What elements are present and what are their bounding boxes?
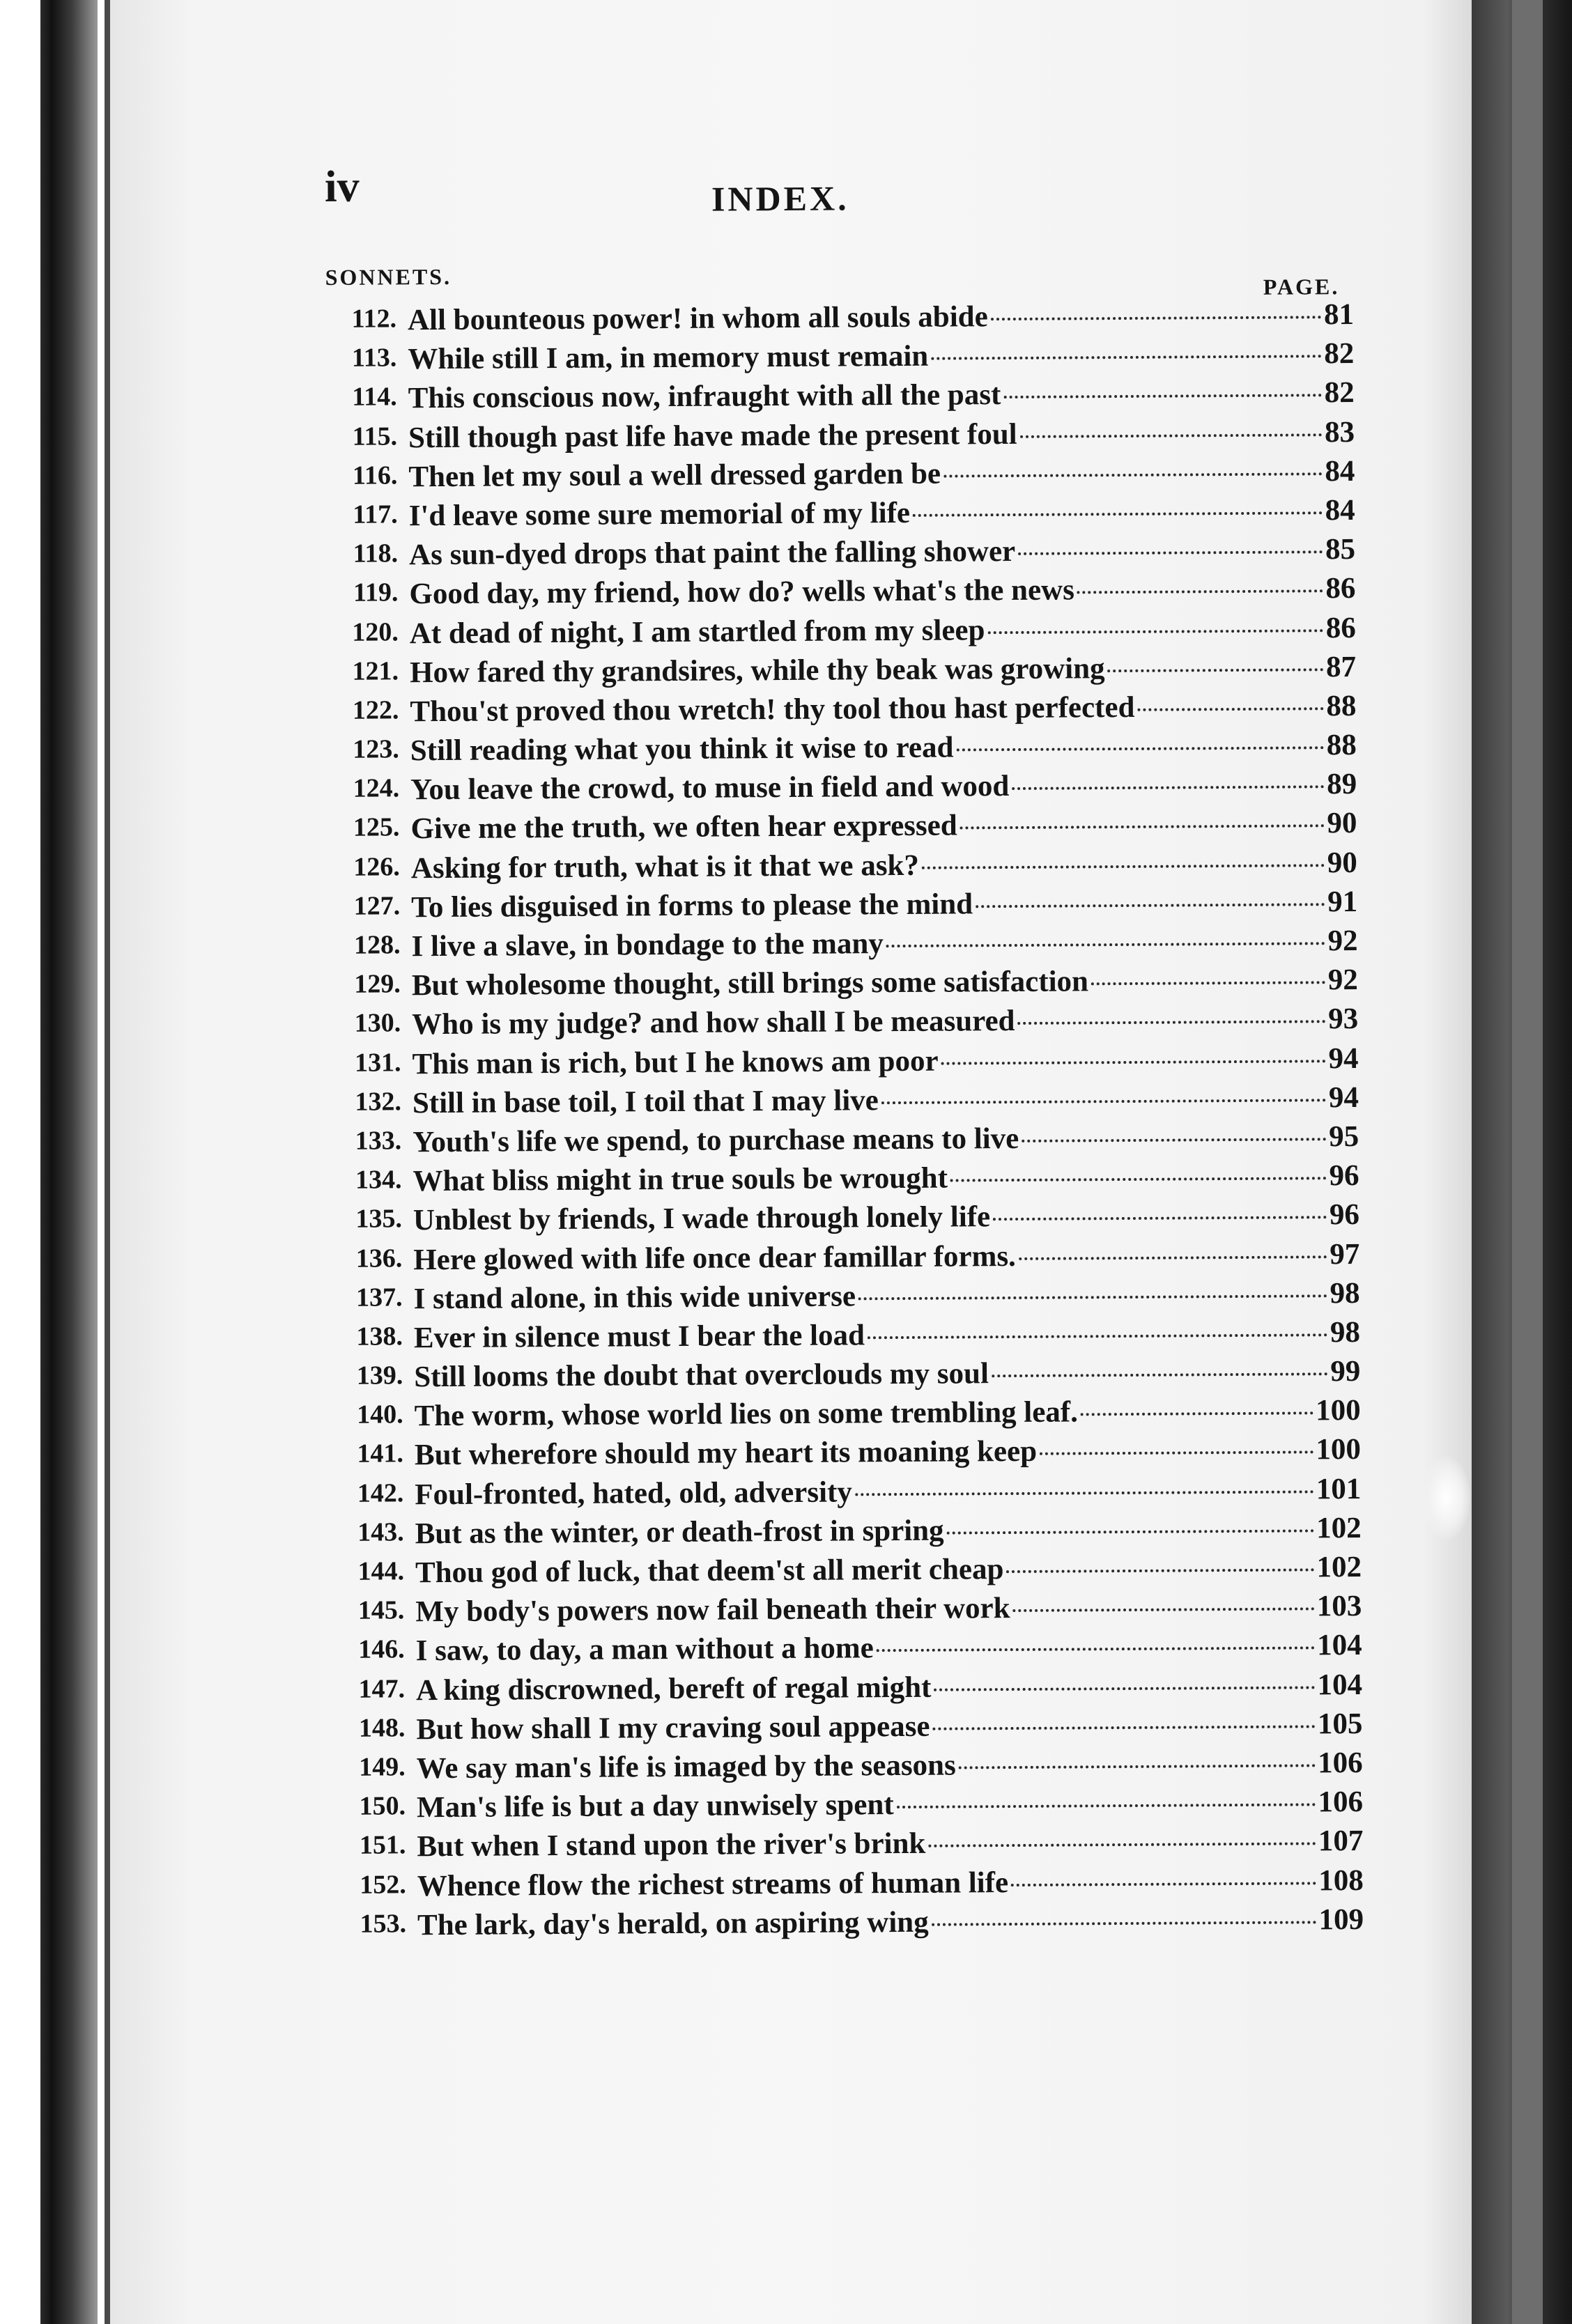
first-line: Youth's life we spend, to purchase means to live (413, 1122, 1019, 1159)
dot-leader (993, 1193, 1327, 1221)
sonnet-number: 138. (356, 1322, 403, 1351)
index-entry (312, 1350, 1360, 1395)
first-line: My body's powers now fail beneath their work (415, 1592, 1010, 1629)
page-number: 86 (1325, 572, 1356, 605)
page-number: 107 (1318, 1825, 1364, 1858)
sonnet-number: 122. (352, 695, 399, 725)
sonnet-number: 134. (355, 1165, 402, 1195)
dot-leader (1022, 1115, 1326, 1142)
running-head-title: INDEX. (711, 178, 849, 219)
index-entry (311, 1193, 1359, 1239)
page-number: 94 (1328, 1080, 1359, 1114)
first-line: Still looms the doubt that overclouds my soul (414, 1357, 989, 1394)
first-line: I saw, to day, a man without a home (415, 1632, 874, 1668)
page-number: 84 (1325, 454, 1355, 488)
first-line: Asking for truth, what is it that we ask? (410, 849, 920, 885)
first-line: Man's life is but a day unwisely spent (416, 1788, 894, 1825)
first-line: But as the winter, or death-frost in spring (415, 1514, 944, 1551)
dot-leader (928, 1820, 1316, 1847)
sonnet-number: 143. (357, 1517, 404, 1547)
index-entry (311, 1076, 1359, 1122)
sonnet-number: 131. (354, 1047, 401, 1078)
sonnet-number: 123. (353, 734, 399, 764)
page-number: 91 (1327, 885, 1358, 919)
page-number: 104 (1317, 1629, 1362, 1662)
index-entry (313, 1507, 1361, 1552)
page-number: 85 (1325, 533, 1356, 566)
first-line: But when I stand upon the river's brink (417, 1827, 926, 1864)
dot-leader (1077, 567, 1323, 594)
page-number: 90 (1327, 807, 1357, 840)
index-entry (307, 371, 1355, 417)
entry-text-row (417, 1898, 1364, 1945)
sonnet-number: 128. (353, 930, 401, 960)
sonnet-number: 130. (354, 1008, 401, 1039)
index-entry (313, 1468, 1361, 1513)
page-number: 82 (1324, 337, 1355, 371)
dot-leader (934, 1664, 1314, 1691)
first-line: Unblest by friends, I wade through lonely life (413, 1200, 991, 1237)
index-entry (314, 1703, 1362, 1748)
sonnet-number: 126. (353, 852, 400, 882)
index-entry (308, 685, 1356, 730)
page-number: 82 (1324, 376, 1355, 410)
index-entry (309, 881, 1357, 926)
sonnet-number: 137. (355, 1283, 403, 1312)
first-line: Here glowed with life once dear famillar forms. (413, 1239, 1016, 1276)
page-number: 100 (1316, 1433, 1362, 1466)
page-number: 84 (1325, 493, 1355, 527)
dot-leader (1006, 1546, 1313, 1573)
dot-leader (881, 1076, 1326, 1104)
index-entry (308, 606, 1356, 651)
dot-leader (1019, 1232, 1327, 1260)
index-entry (307, 528, 1355, 573)
dot-leader (960, 802, 1324, 829)
sonnet-number: 148. (358, 1713, 406, 1743)
dot-leader (941, 1037, 1325, 1065)
sonnet-number: 152. (360, 1869, 406, 1900)
section-label: SONNETS. (325, 263, 452, 290)
sonnet-number: 114. (352, 382, 397, 412)
dot-leader (1019, 411, 1322, 438)
dot-leader (868, 1311, 1327, 1339)
dot-leader (987, 606, 1323, 633)
sonnet-number: 133. (355, 1126, 402, 1156)
dot-leader (1018, 528, 1323, 555)
index-entry (306, 293, 1354, 339)
index-entry (316, 1898, 1364, 1944)
sonnet-number: 118. (353, 539, 399, 568)
dot-leader (959, 1742, 1316, 1769)
dot-leader (1017, 998, 1325, 1025)
page-folio: iv (324, 161, 360, 212)
first-line: To lies disguised in forms to please the mind (411, 888, 973, 924)
first-line: But wholesome thought, still brings some satisfaction (411, 965, 1089, 1002)
page-number: 96 (1329, 1159, 1359, 1193)
sonnet-number: 149. (359, 1752, 406, 1782)
page-number: 102 (1316, 1550, 1362, 1584)
sonnet-number: 129. (354, 969, 401, 999)
sonnet-number: 132. (355, 1087, 402, 1117)
sonnet-number: 151. (359, 1830, 406, 1861)
sonnet-number: 139. (356, 1361, 403, 1390)
sonnet-number: 121. (352, 656, 399, 686)
first-line: I'd leave some sure memorial of my life (408, 496, 911, 533)
first-line: Then let my soul a well dressed garden be (408, 457, 941, 494)
first-line: Still in base toil, I toil that I may live (412, 1083, 879, 1120)
sonnet-number: 124. (353, 773, 400, 804)
first-line: But how shall I my craving soul appease (416, 1710, 930, 1746)
page-number: 83 (1324, 415, 1355, 449)
page-number: 81 (1323, 298, 1355, 332)
dot-leader (943, 450, 1323, 478)
first-line: But wherefore should my heart its moaning keep (414, 1435, 1038, 1472)
index-entry (310, 998, 1358, 1043)
dot-leader (1012, 1585, 1313, 1612)
index-entry (314, 1624, 1362, 1669)
index-entry-list (306, 293, 1364, 1944)
index-entry (309, 724, 1357, 769)
index-entry (316, 1859, 1364, 1904)
dot-leader (1091, 959, 1325, 985)
index-entry (309, 802, 1357, 847)
page-number: 106 (1318, 1785, 1364, 1819)
first-line: I live a slave, in bondage to the many (411, 927, 884, 963)
sonnet-number: 136. (355, 1243, 403, 1273)
page-number: 104 (1317, 1668, 1363, 1701)
first-line: What bliss might in true souls be wrought (413, 1161, 948, 1198)
index-entry (313, 1428, 1361, 1473)
sonnet-number: 120. (352, 617, 399, 647)
first-line: Thou'st proved thou wretch! thy tool thou hast perfected (410, 690, 1135, 729)
index-entry (309, 763, 1357, 808)
dot-leader (1040, 1428, 1313, 1455)
sonnet-number: 142. (357, 1478, 404, 1508)
sonnet-number: 140. (356, 1400, 403, 1430)
dot-leader (855, 1468, 1313, 1496)
first-line: Whence flow the richest streams of human life (417, 1866, 1009, 1903)
page-column-label: PAGE. (1263, 274, 1340, 300)
dot-leader (931, 332, 1321, 360)
page-number: 94 (1328, 1041, 1359, 1075)
dot-leader (876, 1624, 1314, 1652)
index-entry (307, 450, 1355, 495)
dot-leader (950, 1154, 1327, 1182)
sonnet-number: 119. (353, 578, 399, 608)
index-entry (312, 1389, 1360, 1434)
sonnet-number: 135. (355, 1204, 403, 1234)
index-entry (315, 1820, 1363, 1865)
index-entry (307, 411, 1355, 456)
first-line: At dead of night, I am startled from my sleep (409, 613, 985, 650)
sonnet-number: 144. (357, 1556, 405, 1586)
first-line: The lark, day's herald, on aspiring wing (417, 1905, 929, 1942)
first-line: The worm, whose world lies on some trembling leaf. (414, 1395, 1079, 1433)
index-entry (311, 1232, 1359, 1278)
page-number: 93 (1328, 1002, 1359, 1036)
dot-leader (922, 842, 1325, 869)
dot-leader (1081, 1389, 1313, 1416)
first-line: Who is my judge? and how shall I be measured (412, 1005, 1015, 1041)
page-number: 86 (1325, 611, 1356, 644)
sonnet-number: 116. (352, 460, 398, 490)
page-number: 89 (1326, 768, 1357, 801)
first-line: A king discrowned, bereft of regal might (415, 1671, 932, 1707)
first-line: Good day, my friend, how do? wells what's the news (409, 573, 1075, 611)
index-entry (315, 1742, 1363, 1787)
sonnet-number: 113. (351, 343, 397, 373)
dot-leader (990, 293, 1321, 320)
first-line: You leave the crowd, to muse in field and wood (410, 770, 1010, 807)
dot-leader (992, 1350, 1328, 1377)
index-entry (311, 1115, 1359, 1161)
sonnet-number: 125. (353, 812, 400, 843)
first-line: This conscious now, infraught with all the past (408, 378, 1001, 415)
dot-leader (896, 1781, 1315, 1808)
page-number: 108 (1318, 1864, 1364, 1897)
page-number: 88 (1326, 689, 1357, 723)
dot-leader (913, 489, 1323, 517)
sonnet-number: 145. (357, 1595, 405, 1625)
first-line: Thou god of luck, that deem'st all merit cheap (415, 1553, 1004, 1590)
page-number: 98 (1330, 1315, 1361, 1349)
page-number: 98 (1330, 1276, 1360, 1310)
first-line: Ever in silence must I bear the load (413, 1319, 865, 1355)
sonnet-number: 147. (358, 1673, 406, 1704)
index-entry (307, 489, 1355, 534)
index-entry (306, 332, 1354, 378)
sonnet-number: 117. (353, 499, 398, 529)
page-number: 97 (1330, 1237, 1360, 1271)
page-number: 101 (1316, 1472, 1362, 1505)
index-entry (309, 842, 1357, 887)
sonnet-number: 112. (351, 304, 397, 334)
dot-leader (976, 881, 1325, 908)
page-number: 106 (1318, 1746, 1363, 1780)
index-entry (310, 959, 1358, 1004)
index-entry (314, 1664, 1362, 1709)
index-entry (312, 1311, 1360, 1356)
first-line: Give me the truth, we often hear expressed (410, 809, 957, 846)
first-line: As sun-dyed drops that paint the falling shower (408, 535, 1016, 572)
first-line: Foul-fronted, hated, old, adversity (415, 1475, 852, 1511)
dot-leader (931, 1898, 1316, 1926)
page-number: 100 (1315, 1394, 1361, 1427)
page-number: 95 (1329, 1120, 1359, 1154)
dot-leader (1012, 763, 1324, 790)
page-number: 105 (1317, 1707, 1363, 1741)
sonnet-number: 141. (357, 1439, 404, 1469)
index-entry (309, 920, 1357, 965)
page-number: 92 (1327, 924, 1358, 958)
page-number: 88 (1326, 729, 1357, 762)
page-number: 90 (1327, 846, 1357, 879)
first-line: Still reading what you think it wise to read (410, 731, 954, 768)
sonnet-number: 127. (353, 891, 401, 921)
page-number: 87 (1325, 650, 1357, 683)
index-entry (315, 1781, 1363, 1826)
dot-leader (1137, 685, 1323, 711)
page-number: 99 (1330, 1355, 1361, 1388)
index-entry (314, 1585, 1362, 1630)
page-number: 102 (1316, 1511, 1362, 1545)
dot-leader (858, 1272, 1327, 1300)
sonnet-number: 146. (358, 1634, 405, 1665)
index-entry (307, 567, 1355, 612)
index-entry (311, 1154, 1359, 1200)
first-line: We say man's life is imaged by the seasons (416, 1749, 956, 1785)
dot-leader (932, 1703, 1315, 1730)
first-line: While still I am, in memory must remain (408, 339, 929, 376)
index-entry (314, 1546, 1362, 1591)
first-line: This man is rich, but I he knows am poor (412, 1044, 939, 1080)
dot-leader (1107, 646, 1323, 672)
dot-leader (1003, 371, 1322, 398)
dot-leader (1011, 1859, 1316, 1886)
index-entry (308, 646, 1356, 691)
dot-leader (956, 724, 1324, 752)
first-line: Still though past life have made the present foul (408, 417, 1017, 454)
first-line: How fared thy grandsires, while thy beak was growing (409, 651, 1105, 689)
page-number: 109 (1318, 1903, 1364, 1937)
index-entry (311, 1272, 1359, 1317)
dot-leader (946, 1507, 1313, 1535)
sonnet-number: 115. (352, 421, 398, 451)
page-number: 92 (1327, 963, 1358, 997)
page-number: 103 (1316, 1590, 1362, 1623)
sonnet-number: 150. (359, 1791, 406, 1821)
first-line: All bounteous power! in whom all souls abide (407, 300, 988, 337)
first-line: I stand alone, in this wide universe (413, 1280, 856, 1315)
dot-leader (886, 920, 1325, 947)
index-entry (310, 1037, 1358, 1083)
page-number: 96 (1329, 1198, 1360, 1232)
sonnet-number: 153. (360, 1909, 407, 1939)
